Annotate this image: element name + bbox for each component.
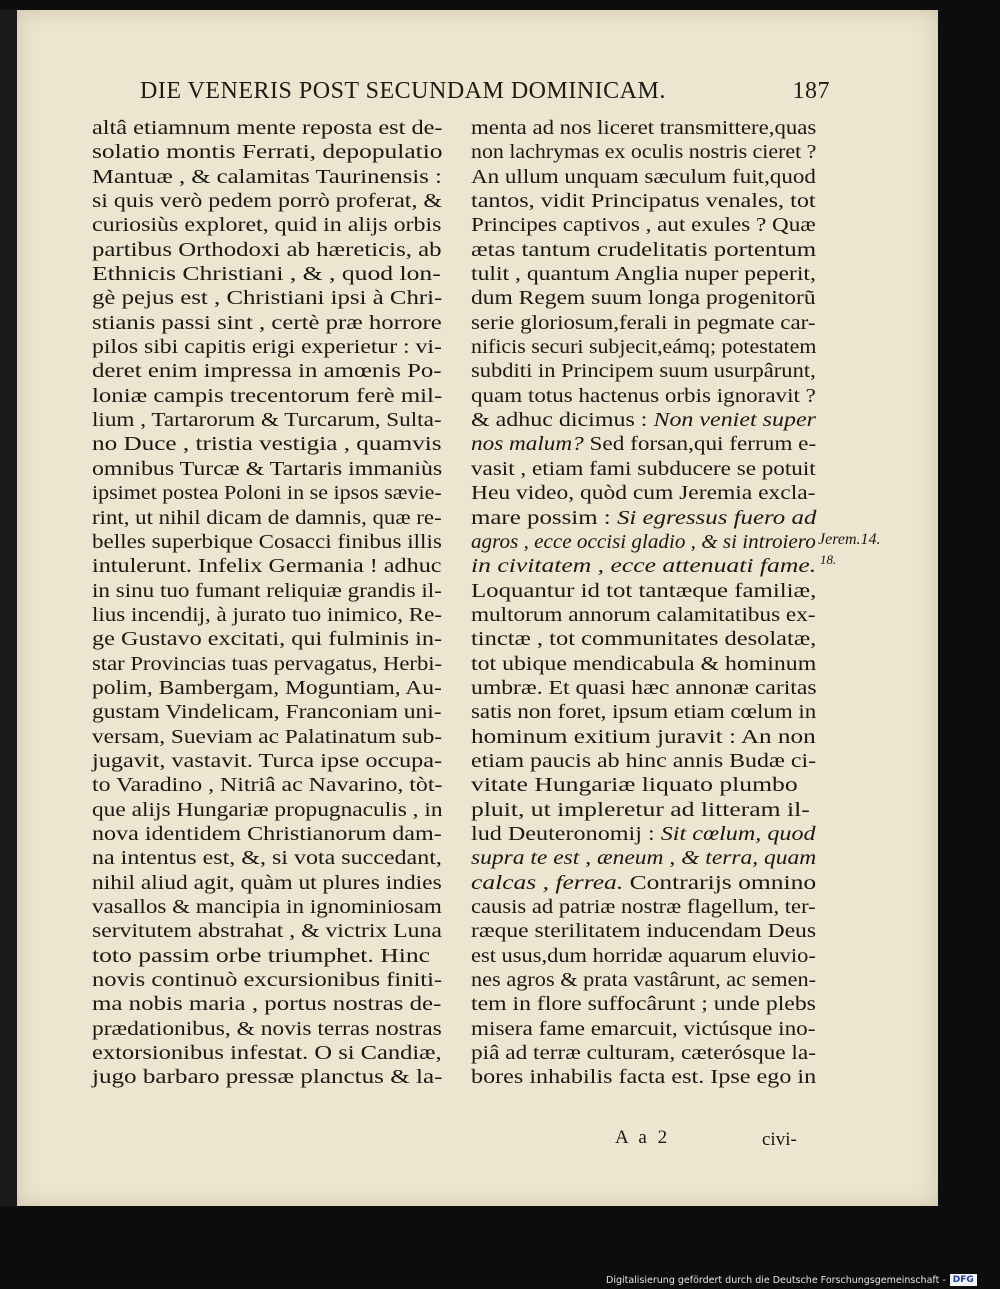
- text-segment: nos malum?: [471, 433, 584, 456]
- text-segment: pluit, ut impleretur ad litteram il-: [471, 798, 810, 821]
- text-segment: est usus,dum horridæ aquarum eluvio-: [471, 944, 816, 967]
- left-column-line: [92, 1041, 510, 1065]
- right-column-line: [471, 286, 866, 310]
- right-column-line: [471, 432, 861, 456]
- text-segment: curiosiùs exploret, quid in alijs orbis: [92, 214, 442, 237]
- right-column-line: [471, 554, 902, 578]
- text-segment: nihil aliud agit, quàm ut plures indies: [92, 871, 442, 894]
- page-edge-shadow: [0, 10, 17, 1206]
- right-column-line: [471, 700, 856, 724]
- text-segment: causis ad patriæ nostræ flagellum, ter-: [471, 896, 816, 918]
- text-segment: serie gloriosum,ferali in pegmate car-: [471, 311, 816, 334]
- left-column-line: [92, 700, 494, 724]
- text-segment: omnibus Turcæ & Tartaris immaniùs: [92, 457, 443, 480]
- right-column-line: [471, 1017, 861, 1041]
- left-column-line: [92, 1065, 520, 1089]
- right-column-line: [471, 871, 901, 895]
- text-segment: ræque sterilitatem inducendam Deus: [471, 920, 817, 943]
- text-segment: tulit , quantum Anglia nuper peperit,: [471, 263, 816, 286]
- right-column-line: [471, 773, 902, 797]
- right-column-line: [471, 506, 890, 530]
- right-column-line: [471, 1065, 877, 1089]
- text-segment: agros , ecce occisi gladio , & si introiero: [471, 530, 816, 553]
- left-column-line: [92, 773, 499, 797]
- text-segment: solatio montis Ferrati, depopulatio: [92, 141, 443, 164]
- left-text-column: [92, 116, 442, 1090]
- text-segment: no Duce , tristia vestigia , quamvis: [92, 433, 442, 456]
- left-column-line: [92, 481, 468, 505]
- right-column-line: [471, 603, 861, 627]
- text-segment: supra te est , æneum , & terra, quam: [471, 847, 817, 870]
- text-segment: umbræ. Et quasi hæc annonæ caritas: [471, 676, 817, 699]
- text-segment: vasit , etiam fami subducere se potuit: [471, 457, 816, 480]
- text-segment: na intentus est, &, si vota succedant,: [92, 847, 442, 870]
- left-column-line: [92, 579, 486, 603]
- right-column-line: [471, 992, 870, 1016]
- text-segment: & adhuc dicimus :: [471, 409, 654, 432]
- right-column-line: [471, 1041, 863, 1065]
- left-column-line: [92, 286, 516, 310]
- left-column-line: [92, 919, 496, 943]
- left-column-line: [92, 603, 485, 627]
- text-segment: vitate Hungariæ liquato plumbo: [471, 774, 798, 797]
- left-column-line: [92, 432, 522, 456]
- left-column-line: [92, 1017, 492, 1041]
- text-segment: tem in flore suffocârunt ; unde plebs: [471, 993, 816, 1016]
- left-column-line: [92, 871, 492, 895]
- text-segment: tinctæ , tot communitates desolatæ,: [471, 628, 817, 651]
- left-column-line: [92, 798, 491, 822]
- left-column-line: [92, 457, 499, 481]
- text-segment: ipsimet postea Poloni in se ipsos sævie-: [92, 482, 442, 505]
- right-column-line: [471, 384, 859, 408]
- text-segment: jugavit, vastavit. Turca ipse occupa-: [92, 749, 443, 772]
- margin-note-reference: Jerem.14.: [818, 531, 881, 548]
- text-segment: lud Deuteronomij :: [471, 822, 661, 845]
- text-segment: rint, ut nihil dicam de damnis, quæ re-: [92, 506, 442, 529]
- text-segment: dum Regem suum longa progenitorũ: [471, 287, 816, 310]
- text-segment: mare possim :: [471, 506, 617, 529]
- right-column-line: [471, 676, 869, 700]
- text-segment: nova identidem Christianorum dam-: [92, 822, 442, 845]
- signature-mark: A a 2: [615, 1127, 671, 1148]
- text-segment: non lachrymas ex oculis nostris cieret ?: [471, 141, 817, 164]
- running-title: DIE VENERIS POST SECUNDAM DOMINICAM.: [140, 78, 666, 104]
- left-column-line: [92, 140, 526, 164]
- text-segment: in sinu tuo fumant reliquiæ grandis il-: [92, 579, 442, 602]
- right-column-line: [471, 725, 895, 749]
- text-segment: vasallos & mancipia in ignominiosam: [92, 896, 442, 918]
- left-column-line: [92, 944, 530, 968]
- text-segment: loniæ campis trecentorum ferè mil-: [92, 384, 443, 407]
- left-column-line: [92, 408, 487, 432]
- text-segment: piâ ad terræ culturam, cæterósque la-: [471, 1042, 816, 1065]
- right-column-line: [471, 165, 859, 189]
- text-segment: intulerunt. Infelix Germania ! adhuc: [92, 555, 442, 578]
- footer-credit-text: Digitalisierung gefördert durch die Deutsche Forschungsgemeinschaft -: [606, 1274, 946, 1286]
- right-column-line: [471, 822, 877, 846]
- text-segment: in civitatem , ecce attenuati fame.: [471, 555, 817, 578]
- text-segment: Mantuæ , & calamitas Taurinensis :: [92, 165, 442, 188]
- text-segment: calcas , ferrea.: [471, 871, 624, 894]
- text-segment: menta ad nos liceret transmittere,quas: [471, 117, 817, 139]
- text-segment: ætas tantum crudelitatis portentum: [471, 238, 817, 261]
- left-column-line: [92, 725, 490, 749]
- right-text-column: [471, 116, 816, 1090]
- right-column-line: [471, 627, 883, 651]
- text-segment: novis continuò excursionibus finiti-: [92, 969, 443, 992]
- text-segment: Si egressus fuero ad: [616, 506, 817, 529]
- right-column-line: [471, 213, 860, 237]
- text-segment: stianis passi sint , certè præ horrore: [92, 311, 442, 334]
- right-column-line: [471, 652, 872, 676]
- right-column-line: [471, 481, 866, 505]
- left-column-line: [92, 238, 516, 262]
- right-column-line: [471, 530, 826, 554]
- text-segment: Sed forsan,qui ferrum e-: [583, 433, 817, 456]
- text-segment: prædationibus, & novis terras nostras: [92, 1017, 442, 1040]
- text-segment: belles superbique Cosacci finibus illis: [92, 530, 442, 553]
- left-column-line: [92, 213, 500, 237]
- text-segment: Loquantur id tot tantæque familiæ,: [471, 579, 817, 602]
- margin-note-verse: 18.: [820, 552, 837, 567]
- left-column-line: [92, 749, 506, 773]
- text-segment: misera fame emarcuit, victúsque ino-: [471, 1017, 816, 1040]
- text-segment: Principes captivos , aut exules ? Quæ: [471, 214, 816, 237]
- text-segment: tantos, vidit Principatus venales, tot: [471, 190, 816, 213]
- text-segment: to Varadino , Nitriâ ac Navarino, tòt-: [92, 774, 443, 797]
- right-column-line: [471, 919, 868, 943]
- left-column-line: [92, 165, 513, 189]
- left-column-line: [92, 262, 530, 286]
- text-segment: servitutem abstrahat , & victrix Luna: [92, 920, 442, 943]
- right-column-line: [471, 189, 877, 213]
- text-segment: Contrarijs omnino: [623, 871, 817, 894]
- right-column-line: [471, 116, 855, 140]
- left-column-line: [92, 359, 516, 383]
- text-segment: bores inhabilis facta est. Ipse ego in: [471, 1066, 817, 1089]
- text-segment: nes agros & prata vastârunt, ac semen-: [471, 969, 817, 992]
- footer-credit: [606, 1272, 977, 1288]
- right-column-line: [471, 238, 890, 262]
- text-segment: versam, Sueviam ac Palatinatum sub-: [92, 725, 442, 748]
- left-column-line: [92, 968, 512, 992]
- text-segment: nificis securi subjecit,eámq; potestatem: [471, 336, 817, 359]
- left-column-line: [92, 895, 486, 919]
- text-segment: gè pejus est , Christiani ipsi à Chri-: [92, 287, 443, 310]
- right-column-line: [471, 846, 866, 870]
- text-segment: ge Gustavo excitati, qui fulminis in-: [92, 628, 443, 651]
- text-segment: Non veniet super: [653, 409, 816, 432]
- text-segment: deret enim impressa in amœnis Po-: [92, 360, 442, 383]
- left-column-line: [92, 506, 482, 530]
- left-column-line: [92, 554, 504, 578]
- left-column-line: [92, 992, 517, 1016]
- text-segment: Heu video, quòd cum Jeremia excla-: [471, 482, 816, 505]
- right-column-line: [471, 140, 839, 164]
- running-header: [140, 78, 830, 108]
- text-segment: Ethnicis Christiani , & , quod lon-: [92, 263, 441, 286]
- page-number: 187: [792, 78, 830, 104]
- left-column-line: [92, 822, 503, 846]
- right-column-line: [471, 968, 846, 992]
- left-column-line: [92, 311, 514, 335]
- text-segment: multorum annorum calamitatibus ex-: [471, 603, 816, 626]
- text-segment: etiam paucis ab hinc annis Budæ ci-: [471, 749, 817, 772]
- right-column-line: [471, 798, 902, 822]
- right-column-line: [471, 944, 849, 968]
- left-column-line: [92, 189, 500, 213]
- right-column-line: [471, 408, 874, 432]
- text-segment: gustam Vindelicam, Franconiam uni-: [92, 701, 442, 724]
- right-column-line: [471, 457, 860, 481]
- text-segment: lium , Tartarorum & Turcarum, Sulta-: [92, 409, 442, 432]
- text-segment: toto passim orbe triumphet. Hinc: [92, 944, 431, 967]
- text-segment: lius incendij, à jurato tuo inimico, Re-: [92, 603, 442, 626]
- left-column-line: [92, 335, 496, 359]
- left-column-line: [92, 116, 507, 140]
- left-column-line: [92, 846, 502, 870]
- right-column-line: [471, 311, 857, 335]
- left-column-line: [92, 676, 494, 700]
- right-column-line: [471, 335, 839, 359]
- text-segment: Sit cœlum, quod: [660, 822, 816, 845]
- dfg-logo: DFG: [950, 1274, 977, 1286]
- text-segment: ma nobis maria , portus nostras de-: [92, 993, 442, 1016]
- text-segment: partibus Orthodoxi ab hæreticis, ab: [92, 238, 442, 261]
- text-segment: tot ubique mendicabula & hominum: [471, 652, 817, 675]
- text-segment: jugo barbaro pressæ planctus & la-: [92, 1066, 443, 1089]
- right-column-line: [471, 749, 873, 773]
- text-segment: satis non foret, ipsum etiam cœlum in: [471, 701, 817, 724]
- text-segment: altâ etiamnum mente reposta est de-: [92, 117, 443, 139]
- text-segment: extorsionibus infestat. O si Candiæ,: [92, 1042, 442, 1065]
- text-segment: pilos sibi capitis erigi experietur : vi-: [92, 336, 442, 359]
- text-segment: hominum exitium juravit : An non: [471, 725, 816, 748]
- left-column-line: [92, 627, 506, 651]
- text-segment: si quis verò pedem porrò proferat, &: [92, 190, 443, 213]
- left-column-line: [92, 384, 516, 408]
- right-column-line: [471, 359, 850, 383]
- text-segment: subditi in Principem suum usurpârunt,: [471, 360, 816, 383]
- text-segment: quam totus hactenus orbis ignoravit ?: [471, 384, 816, 407]
- left-column-line: [92, 652, 478, 676]
- left-column-line: [92, 530, 486, 554]
- text-segment: que alijs Hungariæ propugnaculis , in: [92, 798, 443, 821]
- text-segment: star Provincias tuas pervagatus, Herbi-: [92, 652, 443, 675]
- text-segment: polim, Bambergam, Moguntiam, Au-: [92, 676, 442, 699]
- right-column-line: [471, 895, 851, 919]
- right-column-line: [471, 579, 889, 603]
- right-column-line: [471, 262, 869, 286]
- catchword: civi-: [762, 1129, 797, 1150]
- text-segment: An ullum unquam sæculum fuit,quod: [471, 165, 816, 188]
